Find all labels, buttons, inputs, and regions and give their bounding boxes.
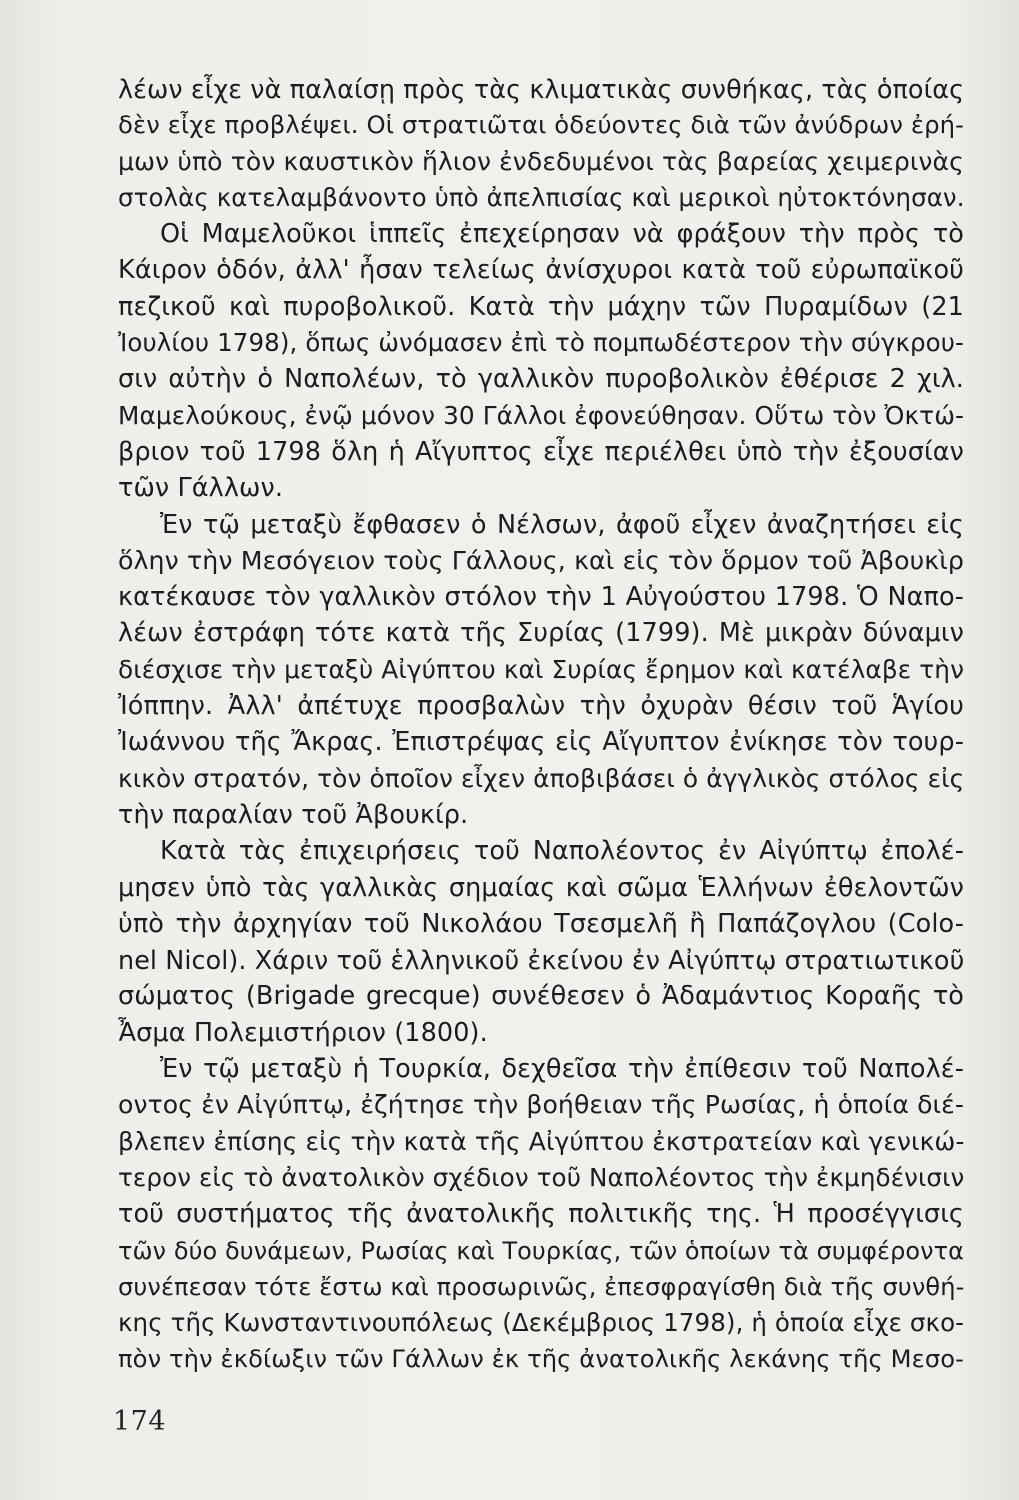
text-line: nel Nicol). Χάριν τοῦ ἑλληνικοῦ ἐκείνου ἐν Αἰγύπτῳ στρατιωτικοῦ (118, 945, 965, 976)
text-line: τῶν Γάλλων. (118, 473, 284, 504)
text-line: ὑπὸ τὴν ἀρχηγίαν τοῦ Νικολάου Τσεσμελῆ ἢ Παπάζογλου (Colo- (118, 908, 964, 939)
text-line: βριον τοῦ 1798 ὅλη ἡ Αἴγυπτος εἶχε περιέλθει ὑπὸ τὴν ἐξουσίαν (118, 436, 964, 467)
page-number: 174 (113, 1406, 167, 1437)
text-line: κικὸν στρατόν, τὸν ὁποῖον εἶχεν ἀποβιβάσει ὁ ἀγγλικὸς στόλος εἰς (118, 763, 965, 793)
text-line: σιν αὐτὴν ὁ Ναπολέων, τὸ γαλλικὸν πυροβολικὸν ἐθέρισε 2 χιλ. (118, 364, 964, 395)
text-line: κατέκαυσε τὸν γαλλικὸν στόλον τὴν 1 Αὐγούστου 1798. Ὁ Ναπο- (118, 582, 964, 613)
text-line: δὲν εἶχε προβλέψει. Οἱ στρατιῶται ὁδεύοντες διὰ τῶν ἀνύδρων ἐρή- (118, 110, 965, 140)
text-line: τερον εἰς τὸ ἀνατολικὸν σχέδιον τοῦ Ναπολέοντος τὴν ἐκμηδένισιν (118, 1162, 965, 1192)
text-line: Κατὰ τὰς ἐπιχειρήσεις τοῦ Ναπολέοντος ἐν Αἰγύπτῳ ἐπολέ- (160, 836, 964, 867)
text-line: στολὰς κατελαμβάνοντο ὑπὸ ἀπελπισίας καὶ μερικοὶ ηὐτοκτόνησαν. (118, 182, 965, 212)
text-line: λέων ἐστράφη τότε κατὰ τῆς Συρίας (1799). Μὲ μικρὰν δύναμιν (118, 618, 964, 649)
text-line: Μαμελούκους, ἐνῷ μόνον 30 Γάλλοι ἐφονεύθησαν. Οὕτω τὸν Ὀκτώ- (118, 400, 965, 430)
text-line: Ἰουλίου 1798), ὅπως ὠνόμασεν ἐπὶ τὸ πομπωδέστερον τὴν σύγκρου- (118, 328, 964, 358)
text-line: Κάιρον ὁδόν, ἀλλ' ἦσαν τελείως ἀνίσχυροι κατὰ τοῦ εὐρωπαϊκοῦ (118, 255, 964, 286)
text-line: ὅλην τὴν Μεσόγειον τοὺς Γάλλους, καὶ εἰς τὸν ὅρμον τοῦ Ἀβουκὶρ (118, 545, 964, 575)
text-line: Οἱ Μαμελοῦκοι ἱππεῖς ἐπεχείρησαν νὰ φράξουν τὴν πρὸς τὸ (160, 219, 964, 250)
text-line: Ἰόππην. Ἀλλ' ἀπέτυχε προσβαλὼν τὴν ὀχυρὰν θέσιν τοῦ Ἁγίου (118, 691, 964, 722)
text-line: λέων εἶχε νὰ παλαίσῃ πρὸς τὰς κλιματικὰς συνθήκας, τὰς ὁποίας (118, 74, 965, 104)
text-line: τοῦ συστήματος τῆς ἀνατολικῆς πολιτικῆς της. Ἡ προσέγγισις (118, 1199, 964, 1230)
text-line: κης τῆς Κωνσταντινουπόλεως (Δεκέμβριος 1798), ἡ ὁποία εἶχε σκο- (118, 1308, 965, 1338)
body-text (118, 71, 964, 1378)
text-line: σώματος (Brigade grecque) συνέθεσεν ὁ Ἀδαμάντιος Κοραῆς τὸ (118, 981, 964, 1012)
text-line: Ἰωάννου τῆς Ἄκρας. Ἐπιστρέψας εἰς Αἴγυπτον ἐνίκησε τὸν τουρ- (118, 727, 964, 758)
text-line: μων ὑπὸ τὸν καυστικὸν ἥλιον ἐνδεδυμένοι τὰς βαρείας χειμερινὰς (118, 146, 964, 176)
text-line: διέσχισε τὴν μεταξὺ Αἰγύπτου καὶ Συρίας ἔρημον καὶ κατέλαβε τὴν (118, 654, 965, 684)
text-line: Ἐν τῷ μεταξὺ ἔφθασεν ὁ Νέλσων, ἀφοῦ εἶχεν ἀναζητήσει εἰς (160, 509, 964, 540)
text-line: τὴν παραλίαν τοῦ Ἀβουκίρ. (118, 799, 469, 830)
text-line: μησεν ὑπὸ τὰς γαλλικὰς σημαίας καὶ σῶμα Ἑλλήνων ἐθελοντῶν (118, 872, 964, 903)
text-line: τῶν δύο δυνάμεων, Ρωσίας καὶ Τουρκίας, τῶν ὁποίων τὰ συμφέροντα (118, 1236, 964, 1265)
text-line: Ἐν τῷ μεταξὺ ἡ Τουρκία, δεχθεῖσα τὴν ἐπίθεσιν τοῦ Ναπολέ- (160, 1054, 964, 1085)
text-line: οντος ἐν Αἰγύπτῳ, ἐζήτησε τὴν βοήθειαν τῆς Ρωσίας, ἡ ὁποία διέ- (118, 1090, 964, 1120)
text-line: συνέπεσαν τότε ἔστω καὶ προσωρινῶς, ἐπεσφραγίσθη διὰ τῆς συνθή- (118, 1272, 965, 1301)
text-line: βλεπεν ἐπίσης εἰς τὴν κατὰ τῆς Αἰγύπτου ἐκστρατείαν καὶ γενικώ- (118, 1126, 965, 1156)
text-line: πὸν τὴν ἐκδίωξιν τῶν Γάλλων ἐκ τῆς ἀνατολικῆς λεκάνης τῆς Μεσο- (118, 1345, 964, 1374)
text-line: πεζικοῦ καὶ πυροβολικοῦ. Κατὰ τὴν μάχην τῶν Πυραμίδων (21 (118, 291, 964, 322)
text-line: Ἆσμα Πολεμιστήριον (1800). (118, 1017, 488, 1048)
